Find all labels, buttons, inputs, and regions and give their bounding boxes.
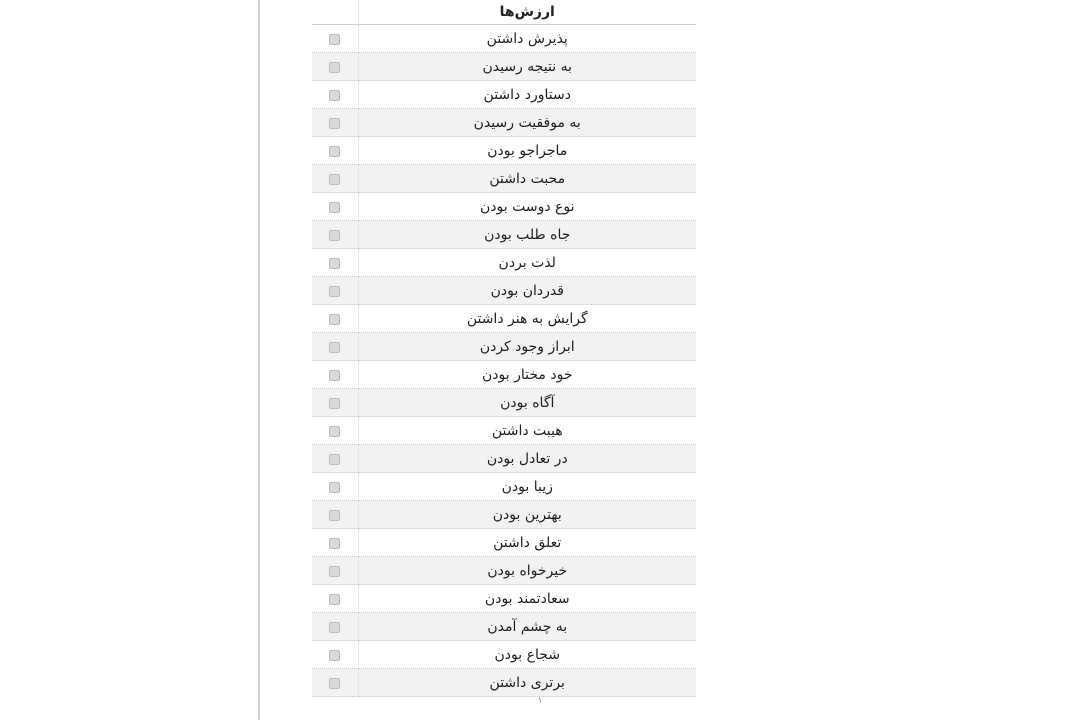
table-row [312, 277, 696, 305]
row-checkbox[interactable] [329, 230, 340, 241]
value-label: ابراز وجود کردن [358, 333, 696, 361]
table-row [312, 305, 696, 333]
checkbox-cell [312, 109, 358, 137]
checkbox-cell [312, 221, 358, 249]
table-row [312, 529, 696, 557]
checkbox-cell [312, 501, 358, 529]
value-label: محبت داشتن [358, 165, 696, 193]
row-checkbox[interactable] [329, 314, 340, 325]
checkbox-cell [312, 25, 358, 53]
table-row [312, 389, 696, 417]
table-row [312, 557, 696, 585]
value-label: پذیرش داشتن [358, 25, 696, 53]
checkbox-cell [312, 669, 358, 697]
checkbox-cell [312, 417, 358, 445]
checkbox-cell [312, 277, 358, 305]
value-label: آگاه بودن [358, 389, 696, 417]
table-row [312, 417, 696, 445]
table-row [312, 109, 696, 137]
checkbox-cell [312, 333, 358, 361]
table-row [312, 193, 696, 221]
table-row [312, 165, 696, 193]
value-label: سعادتمند بودن [358, 585, 696, 613]
table-row [312, 501, 696, 529]
row-checkbox[interactable] [329, 622, 340, 633]
checkbox-cell [312, 193, 358, 221]
value-label: تعلق داشتن [358, 529, 696, 557]
value-label: خیرخواه بودن [358, 557, 696, 585]
table-row [312, 25, 696, 53]
row-checkbox[interactable] [329, 174, 340, 185]
row-checkbox[interactable] [329, 62, 340, 73]
row-checkbox[interactable] [329, 118, 340, 129]
checkbox-cell [312, 641, 358, 669]
table-row [312, 585, 696, 613]
row-checkbox[interactable] [329, 398, 340, 409]
checkbox-cell [312, 389, 358, 417]
value-label: دستاورد داشتن [358, 81, 696, 109]
row-checkbox[interactable] [329, 482, 340, 493]
page-left-edge [258, 0, 260, 720]
checkbox-cell [312, 445, 358, 473]
checkbox-cell [312, 557, 358, 585]
checkbox-cell [312, 137, 358, 165]
checkbox-cell [312, 249, 358, 277]
row-checkbox[interactable] [329, 146, 340, 157]
checkbox-cell [312, 613, 358, 641]
checkbox-cell [312, 53, 358, 81]
value-label: ماجراجو بودن [358, 137, 696, 165]
table-header-row [312, 0, 696, 25]
value-label: به موفقیت رسیدن [358, 109, 696, 137]
value-label: بهترین بودن [358, 501, 696, 529]
value-label: به نتیجه رسیدن [358, 53, 696, 81]
value-label: در تعادل بودن [358, 445, 696, 473]
row-checkbox[interactable] [329, 34, 340, 45]
row-checkbox[interactable] [329, 370, 340, 381]
row-checkbox[interactable] [329, 678, 340, 689]
table-row [312, 137, 696, 165]
table-row [312, 445, 696, 473]
values-table-body [312, 25, 696, 697]
table-row [312, 473, 696, 501]
value-label: زیبا بودن [358, 473, 696, 501]
row-checkbox[interactable] [329, 454, 340, 465]
value-label: گرایش به هنر داشتن [358, 305, 696, 333]
values-table [312, 0, 696, 697]
checkbox-column-header [312, 0, 358, 25]
table-row [312, 81, 696, 109]
row-checkbox[interactable] [329, 90, 340, 101]
value-label: برتری داشتن [358, 669, 696, 697]
table-row [312, 221, 696, 249]
value-label: لذت بردن [358, 249, 696, 277]
table-row [312, 641, 696, 669]
row-checkbox[interactable] [329, 566, 340, 577]
row-checkbox[interactable] [329, 650, 340, 661]
value-label: شجاع بودن [358, 641, 696, 669]
checkbox-cell [312, 529, 358, 557]
checkbox-cell [312, 165, 358, 193]
row-checkbox[interactable] [329, 510, 340, 521]
checkbox-cell [312, 305, 358, 333]
row-checkbox[interactable] [329, 538, 340, 549]
row-checkbox[interactable] [329, 286, 340, 297]
checkbox-cell [312, 361, 358, 389]
value-label: جاه طلب بودن [358, 221, 696, 249]
table-row [312, 53, 696, 81]
checkbox-cell [312, 473, 358, 501]
value-label: به چشم آمدن [358, 613, 696, 641]
value-label: خود مختار بودن [358, 361, 696, 389]
value-label: نوع دوست بودن [358, 193, 696, 221]
value-label: هیبت داشتن [358, 417, 696, 445]
row-checkbox[interactable] [329, 342, 340, 353]
table-row [312, 669, 696, 697]
table-row [312, 333, 696, 361]
value-label: قدردان بودن [358, 277, 696, 305]
table-row [312, 249, 696, 277]
values-column-header: ارزش‌ها [358, 0, 696, 25]
row-checkbox[interactable] [329, 202, 340, 213]
checkbox-cell [312, 585, 358, 613]
row-checkbox[interactable] [329, 594, 340, 605]
row-checkbox[interactable] [329, 258, 340, 269]
table-row [312, 613, 696, 641]
table-row [312, 361, 696, 389]
row-checkbox[interactable] [329, 426, 340, 437]
checkbox-cell [312, 81, 358, 109]
page-number: ۱ [537, 696, 543, 706]
